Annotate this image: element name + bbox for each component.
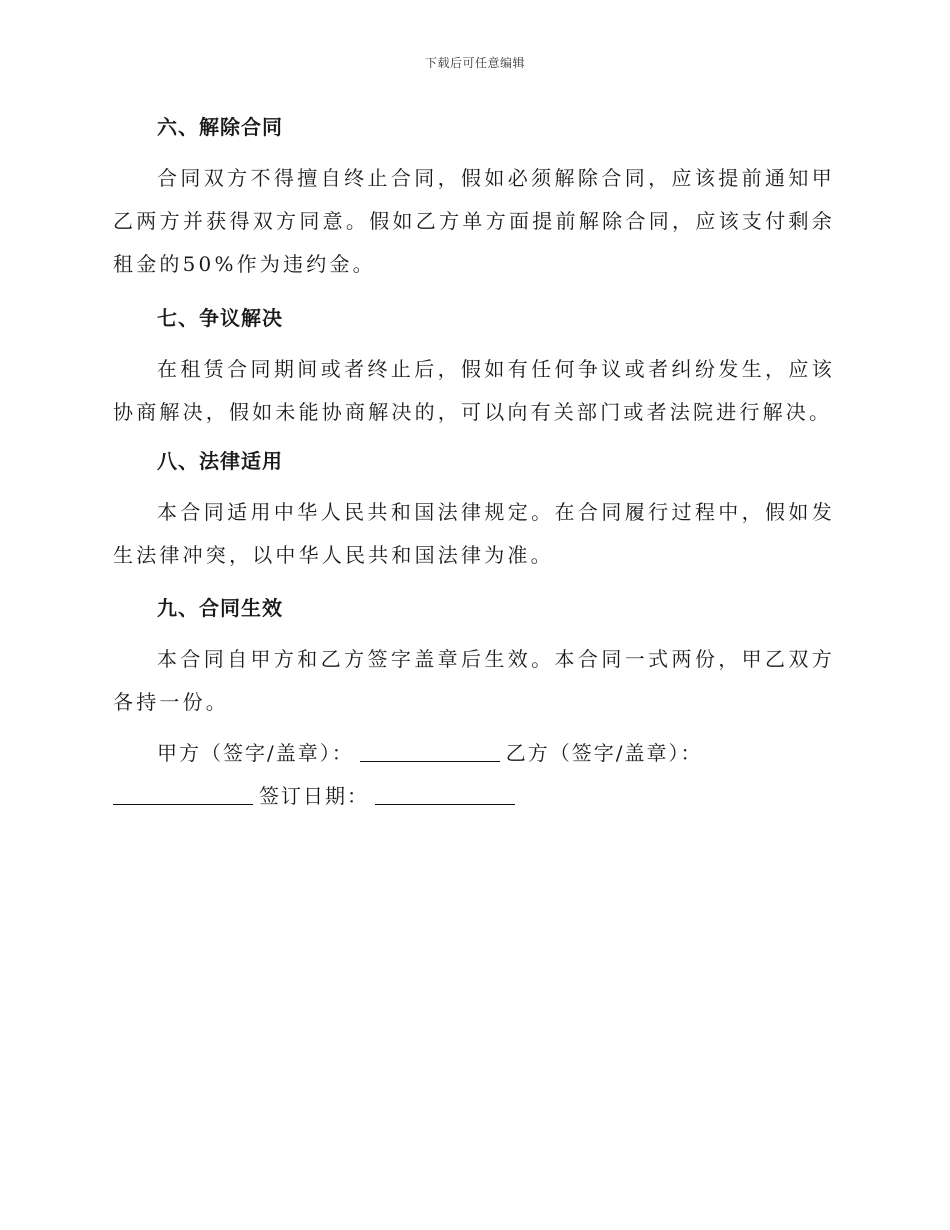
party-a-label: 甲方（签字/盖章）： (157, 741, 354, 765)
party-b-signature-blank[interactable] (113, 782, 253, 805)
date-label: 签订日期： (259, 784, 369, 808)
section-heading-termination: 六、解除合同 (157, 115, 283, 139)
section-body-termination: 合同双方不得擅自终止合同，假如必须解除合同，应该提前通知甲乙两方并获得双方同意。假如乙方单方面提前解除合同，应该支付剩余租金的50%作为违约金。 (113, 166, 835, 276)
page-header: 下载后可任意编辑 (424, 56, 525, 70)
section-heading-effect: 九、合同生效 (157, 596, 283, 620)
party-b-label: 乙方（签字/盖章）： (505, 741, 703, 765)
signature-line-1 (113, 732, 835, 775)
section-heading-dispute: 七、争议解决 (157, 306, 283, 330)
section-body-dispute: 在租赁合同期间或者终止后，假如有任何争议或者纠纷发生，应该协商解决，假如未能协商解决的，可以向有关部门或者法院进行解决。 (113, 357, 835, 424)
signature-block (113, 732, 835, 818)
section-heading-law: 八、法律适用 (157, 449, 283, 473)
party-a-signature-blank[interactable] (360, 739, 500, 762)
section-body-effect: 本合同自甲方和乙方签字盖章后生效。本合同一式两份，甲乙双方各持一份。 (113, 647, 835, 714)
date-blank[interactable] (375, 782, 515, 805)
signature-line-2 (113, 775, 835, 818)
section-body-law: 本合同适用中华人民共和国法律规定。在合同履行过程中，假如发生法律冲突，以中华人民共和国法律为准。 (113, 500, 835, 567)
document-content (113, 110, 835, 818)
